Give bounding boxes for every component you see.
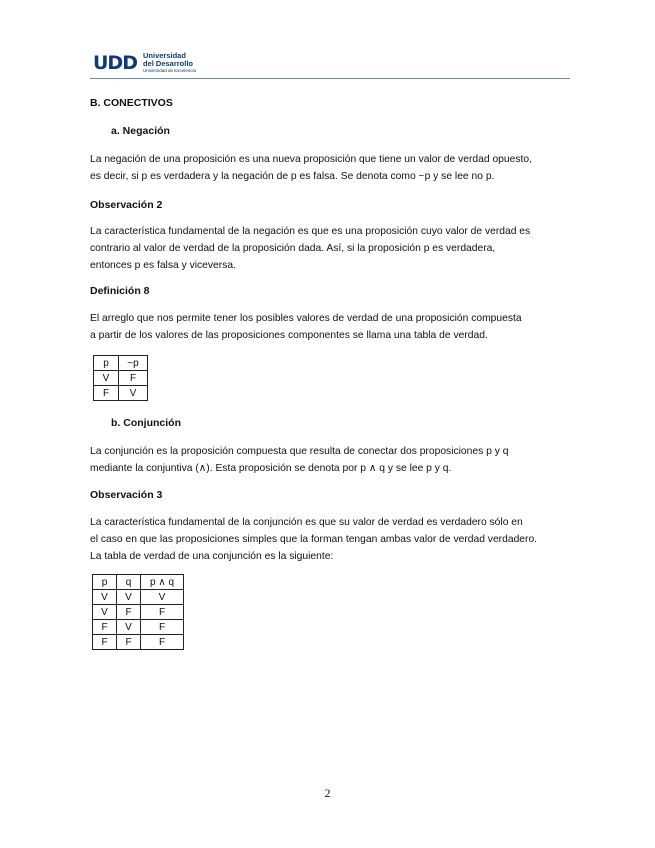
- definicion-8-title: Definición 8: [90, 285, 150, 297]
- table-cell: V: [94, 371, 119, 386]
- truth-table-negacion: [93, 355, 148, 401]
- page-number: 2: [324, 786, 331, 800]
- text-line: La tabla de verdad de una conjunción es la siguiente:: [90, 551, 334, 562]
- table-cell: V: [117, 590, 141, 605]
- text-line: La negación de una proposición es una nueva proposición que tiene un valor de verdad opuesto,: [90, 154, 532, 165]
- table-cell: V: [141, 590, 184, 605]
- table-header: q: [117, 575, 141, 590]
- logo-text: [143, 52, 196, 74]
- table-cell: F: [93, 635, 117, 650]
- paragraph-observacion-3: [90, 514, 548, 565]
- table-header: ~p: [119, 356, 148, 371]
- text-line: el caso en que las proposiciones simples que la forman tengan ambas valor de verdad verdadero.: [90, 534, 538, 545]
- logo-line-2: del Desarrollo: [142, 59, 194, 68]
- table-cell: F: [119, 371, 148, 386]
- paragraph-observacion-2: [90, 223, 548, 274]
- table-cell: F: [94, 386, 119, 401]
- table-row: [93, 620, 184, 635]
- table-cell: F: [93, 620, 117, 635]
- table-row: [93, 605, 184, 620]
- text-line: La característica fundamental de la conjunción es que su valor de verdad es verdadero sólo en: [90, 517, 523, 528]
- table-cell: V: [93, 605, 117, 620]
- text-line: contrario al valor de verdad de la proposición dada. Así, si la proposición p es verdadera,: [90, 243, 496, 254]
- paragraph-negacion: [90, 151, 548, 185]
- table-header: p: [93, 575, 117, 590]
- table-row: [94, 371, 148, 386]
- section-title: B. CONECTIVOS: [90, 97, 173, 109]
- table-row: [93, 590, 184, 605]
- text-line: La característica fundamental de la negación es que es una proposición cuyo valor de verdad es: [90, 226, 531, 237]
- table-row: [93, 635, 184, 650]
- header-divider: [90, 78, 570, 79]
- table-cell: V: [117, 620, 141, 635]
- text-line: La conjunción es la proposición compuesta que resulta de conectar dos proposiciones p y q: [90, 446, 509, 457]
- logo-mark: UDD: [93, 52, 137, 74]
- text-line: a partir de los valores de las proposiciones componentes se llama una tabla de verdad.: [90, 330, 488, 341]
- table-cell: F: [141, 620, 184, 635]
- text-line: es decir, si p es verdadera y la negación de p es falsa. Se denota como ~p y se lee no p.: [90, 171, 495, 182]
- subsection-conjuncion: b. Conjunción: [111, 417, 181, 429]
- text-line: El arreglo que nos permite tener los posibles valores de verdad de una proposición compuesta: [90, 313, 522, 324]
- university-logo: [93, 52, 196, 74]
- table-cell: F: [117, 605, 141, 620]
- text-line: entonces p es falsa y viceversa.: [90, 260, 236, 271]
- logo-line-1: Universidad: [142, 51, 186, 60]
- table-header: p: [94, 356, 119, 371]
- table-cell: V: [119, 386, 148, 401]
- table-cell: F: [141, 605, 184, 620]
- subsection-negacion: a. Negación: [111, 125, 170, 137]
- logo-line-3: Universidad de Excelencia: [142, 68, 197, 73]
- table-cell: F: [117, 635, 141, 650]
- paragraph-definicion-8: [90, 310, 548, 344]
- table-cell: F: [141, 635, 184, 650]
- text-line: mediante la conjuntiva (∧). Esta proposición se denota por p ∧ q y se lee p y q.: [90, 463, 452, 474]
- observacion-3-title: Observación 3: [90, 489, 163, 501]
- truth-table-conjuncion: [92, 574, 184, 650]
- paragraph-conjuncion: [90, 443, 548, 477]
- table-cell: V: [93, 590, 117, 605]
- table-header: p ∧ q: [141, 575, 184, 590]
- observacion-2-title: Observación 2: [90, 199, 163, 211]
- table-row: [94, 386, 148, 401]
